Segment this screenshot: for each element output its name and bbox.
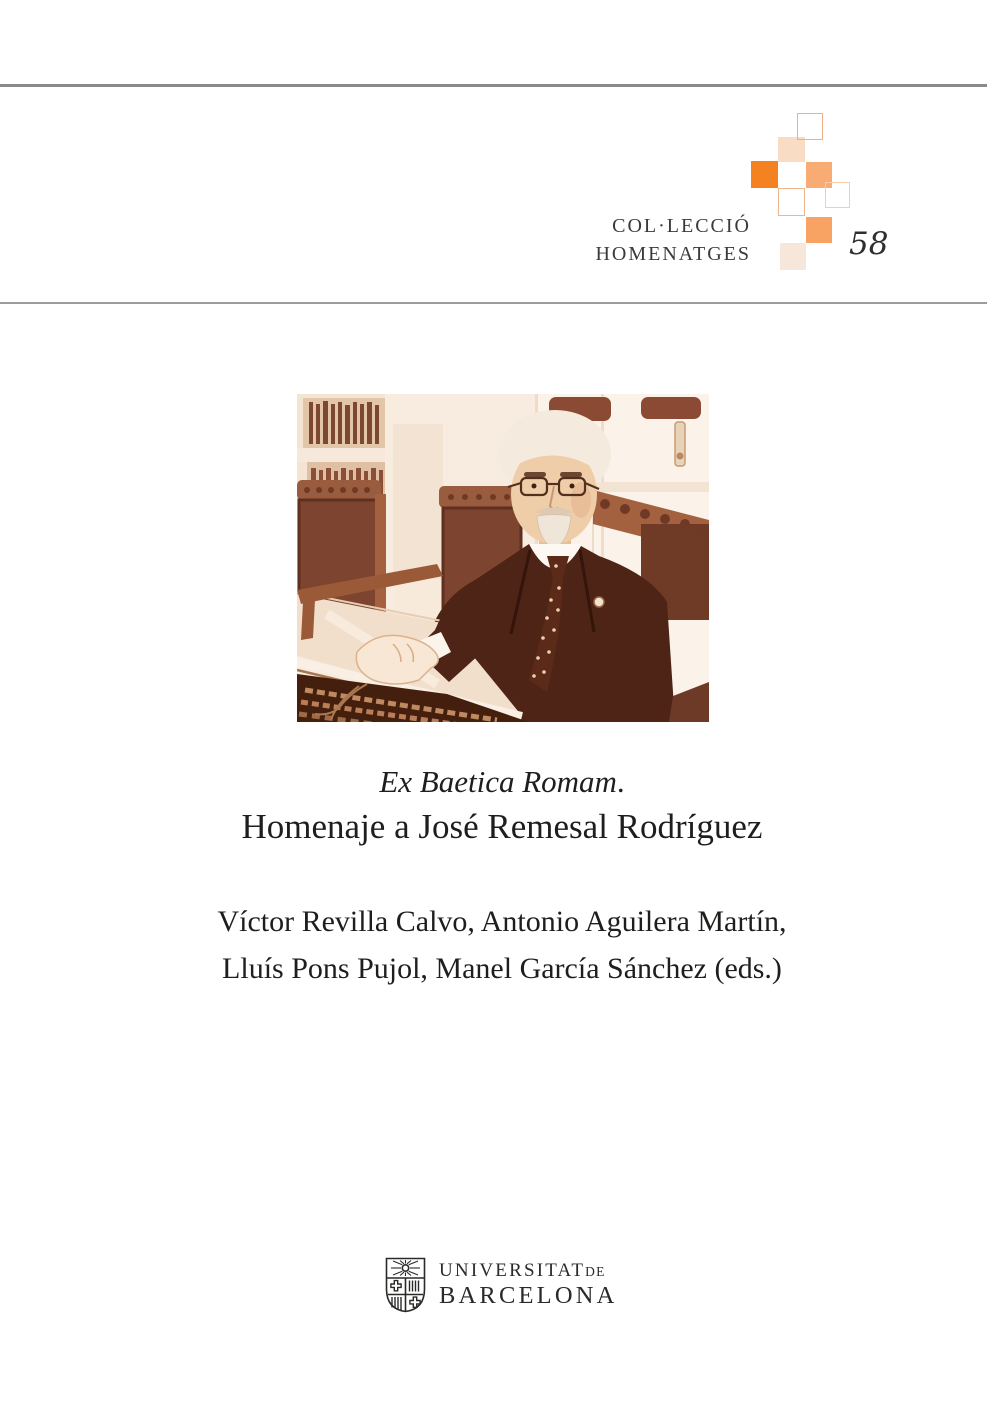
mosaic-square [825,182,850,208]
editors-line1: Víctor Revilla Calvo, Antonio Aguilera Martín, [217,905,787,938]
publisher-name-line2: BARCELONA [439,1282,618,1309]
lapel-pin [594,597,604,607]
collection-line2: HOMENATGES [595,243,751,265]
publisher-name-line1: UNIVERSITATDE [439,1260,606,1281]
collection-name [595,212,751,268]
mosaic-square [778,188,805,216]
header-top-rule [0,84,987,87]
eyebrow [560,472,582,477]
collection-line1: COL·LECCIÓ [612,215,751,237]
title-subtitle: Homenaje a José Remesal Rodríguez [241,807,763,846]
mosaic-square [797,113,823,140]
publisher-name [439,1257,618,1309]
editors-block [0,898,1004,992]
mosaic-square [806,217,832,243]
mosaic-square [778,137,805,162]
title-latin-period: . [616,764,625,799]
publisher-logo [385,1257,618,1313]
title-latin-italic: Ex Baetica Romam [379,764,617,799]
university-shield-icon [385,1257,426,1313]
mosaic-square [780,243,806,270]
cover-photo [297,394,709,722]
mosaic-square [806,162,832,188]
title-latin [0,763,1004,801]
title-block [0,763,1004,853]
eyebrow [524,472,546,477]
volume-number: 58 [849,226,889,262]
cover-photo-illustration [297,394,709,722]
glass-cabinet [393,424,443,584]
editors-line2: Lluís Pons Pujol, Manel García Sánchez (eds.) [222,952,782,985]
header-bottom-rule [0,302,987,304]
mosaic-square [751,161,778,188]
